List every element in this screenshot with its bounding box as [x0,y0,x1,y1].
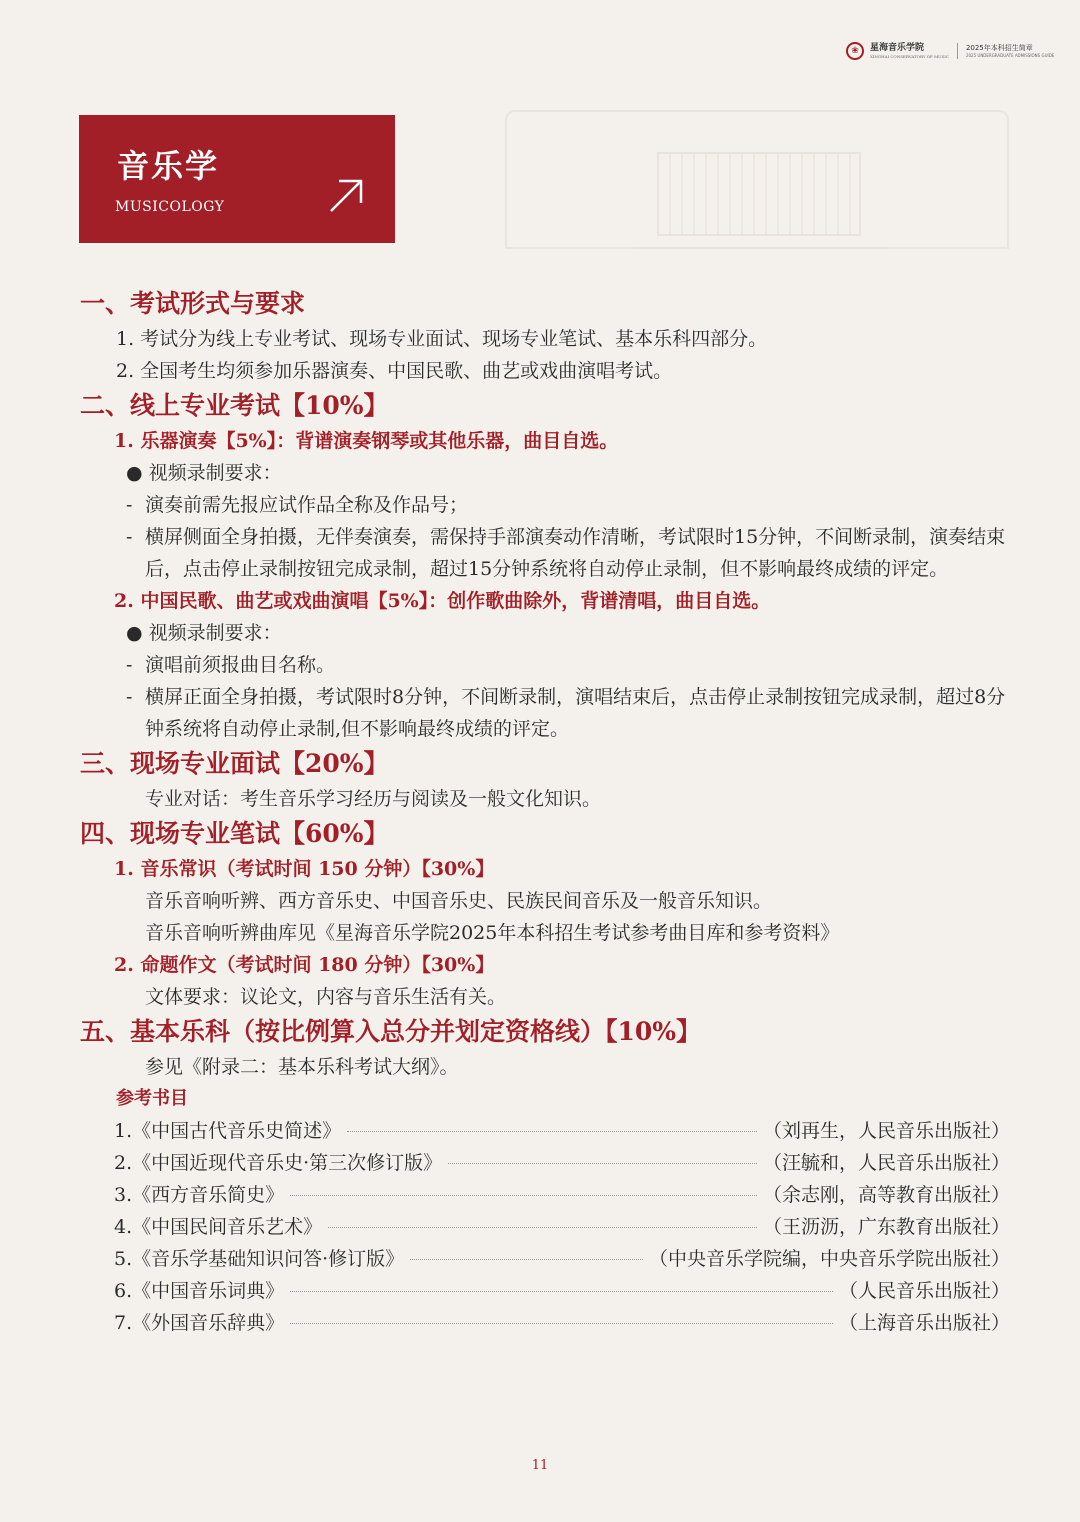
reference-publisher: （人民音乐出版社） [838,1280,1010,1302]
section-heading: 三、现场专业面试【20%】 [80,749,389,778]
reference-leader [347,1131,757,1132]
reference-leader [290,1195,757,1196]
section-text: 专业对话：考生音乐学习经历与阅读及一般文化知识。 [145,788,602,810]
page-number: 11 [531,1458,549,1473]
section-text: 音乐音响听辨曲库见《星海音乐学院2025年本科招生考试参考曲目库和参考资料》 [145,922,840,944]
reference-leader [290,1291,833,1292]
reference-title: 《中国近现代音乐史·第三次修订版》 [132,1152,443,1174]
reference-item [80,1147,1010,1179]
section-heading: 五、基本乐科（按比例算入总分并划定资格线）【10%】 [80,1017,702,1046]
reference-title: 《中国音乐词典》 [132,1280,285,1302]
bullet-item: ● 视频录制要求： [126,622,282,644]
section-text: 音乐音响听辨、西方音乐史、中国音乐史、民族民间音乐及一般音乐知识。 [145,890,773,912]
school-seal-icon: ❀ [846,42,864,60]
background-building-illustration [505,110,1009,249]
reference-title: 《中国民间音乐艺术》 [132,1216,323,1238]
section-heading: 二、线上专业考试【10%】 [80,391,389,420]
list-item: 1. 考试分为线上专业考试、现场专业面试、现场专业笔试、基本乐科四部分。 [116,328,768,350]
school-name-en: XINGHAI CONSERVATORY OF MUSIC [870,53,949,59]
dash-item: - 横屏正面全身拍摄，考试限时8分钟，不间断录制，演唱结束后，点击停止录制按钮完成录制，超过8分钟系统将自动停止录制,但不影响最终成绩的评定。 [126,686,1006,740]
reference-publisher: （余志刚，高等教育出版社） [762,1184,1010,1206]
list-item: 2. 全国考生均须参加乐器演奏、中国民歌、曲艺或戏曲演唱考试。 [116,360,673,382]
school-name-cn: 星海音乐学院 [870,42,925,53]
reference-item [80,1115,1010,1147]
section-heading: 一、考试形式与要求 [80,289,306,318]
references-list [80,1115,1010,1339]
section-heading: 四、现场专业笔试【60%】 [80,819,389,848]
guide-title: 2025年本科招生简章 [965,43,1033,52]
reference-publisher: （刘再生，人民音乐出版社） [762,1120,1010,1142]
main-content [80,285,1010,1339]
reference-leader [328,1227,757,1228]
page-title: 音乐学 [117,147,220,185]
page-title-box [79,115,395,243]
subsection-heading: 2. 命题作文（考试时间 180 分钟）【30%】 [114,954,495,976]
reference-number: 5. [114,1248,133,1270]
reference-publisher: （中央音乐学院编，中央音乐学院出版社） [648,1248,1010,1270]
reference-title: 《音乐学基础知识问答·修订版》 [132,1248,405,1270]
reference-item [80,1307,1010,1339]
reference-number: 6. [114,1280,133,1302]
reference-item [80,1275,1010,1307]
guide-title-en: 2025 UNDERGRADUATE ADMISSIONS GUIDE [965,52,1055,58]
reference-publisher: （王沥沥，广东教育出版社） [762,1216,1010,1238]
reference-title: 《西方音乐简史》 [132,1184,285,1206]
arrow-up-right-icon [327,175,367,215]
reference-number: 7. [114,1312,133,1334]
reference-number: 3. [114,1184,133,1206]
reference-leader [410,1259,643,1260]
reference-number: 2. [114,1152,133,1174]
reference-title: 《中国古代音乐史简述》 [132,1120,342,1142]
reference-leader [290,1323,833,1324]
subsection-heading: 1. 音乐常识（考试时间 150 分钟）【30%】 [114,858,495,880]
subsection-heading: 1. 乐器演奏【5%】：背谱演奏钢琴或其他乐器，曲目自选。 [114,430,619,452]
reference-number: 1. [114,1120,133,1142]
page-subtitle: MUSICOLOGY [115,199,225,215]
bullet-item: ● 视频录制要求： [126,462,282,484]
reference-item [80,1211,1010,1243]
logo-divider [957,43,958,59]
reference-title: 《外国音乐辞典》 [132,1312,285,1334]
subsection-heading: 2. 中国民歌、曲艺或戏曲演唱【5%】：创作歌曲除外，背谱清唱，曲目自选。 [114,590,771,612]
dash-item: - 横屏侧面全身拍摄，无伴奏演奏，需保持手部演奏动作清晰，考试限时15分钟，不间断录制，演奏结束后，点击停止录制按钮完成录制，超过15分钟系统将自动停止录制，但不影响最终成绩的评定。 [126,526,1006,580]
section-text: 文体要求：议论文，内容与音乐生活有关。 [145,986,507,1008]
references-title: 参考书目 [116,1088,188,1109]
dash-item: - 演唱前须报曲目名称。 [126,654,336,676]
reference-item [80,1243,1010,1275]
reference-number: 4. [114,1216,133,1238]
reference-publisher: （汪毓和，人民音乐出版社） [762,1152,1010,1174]
header-logo [846,42,1054,60]
reference-publisher: （上海音乐出版社） [838,1312,1010,1334]
reference-item [80,1179,1010,1211]
reference-leader [448,1163,757,1164]
dash-item: - 演奏前需先报应试作品全称及作品号； [126,494,469,516]
section-text: 参见《附录二：基本乐科考试大纲》。 [145,1056,459,1078]
